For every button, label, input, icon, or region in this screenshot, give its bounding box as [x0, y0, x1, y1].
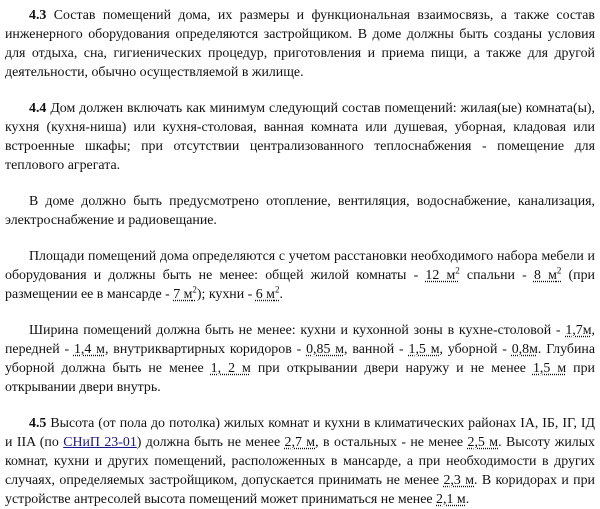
superscript: 2: [455, 265, 460, 276]
clause-number: 4.3: [29, 8, 47, 23]
clause-number: 4.4: [29, 101, 47, 116]
paragraph-text: Дом должен включать как минимум следующий состав помещений: жилая(ые) комната(ы), кухня (кухня-ниша) или кухня-столовая, ванная комната или душевая, уборная, кладовая или встроенные шкафы; при отсутствии централизованного теплоснабжения - помещение для теплового агрегата.: [5, 101, 595, 173]
text-segment: Площади помещений дома определяются с учетом расстановки необходимого набора мебели и оборудования и должны быть не менее: общей жилой комнаты -: [5, 249, 595, 283]
height-value: 2,7 м: [284, 435, 316, 450]
snip-link[interactable]: СНиП 23-01: [63, 435, 137, 450]
text-segment: (при размещении ее в мансарде -: [5, 268, 595, 302]
text-segment: , уборной -: [439, 342, 512, 357]
text-segment: , ванной -: [344, 342, 409, 357]
value-text: 6 м: [255, 287, 275, 302]
height-value: 2,1 м: [436, 492, 466, 507]
area-value: [533, 265, 562, 283]
text-segment: при открывании двери наружу и не менее: [250, 361, 533, 376]
paragraph-utilities: [5, 192, 595, 230]
text-segment: . Глубина уборной должна быть не менее: [5, 342, 595, 376]
depth-value: 1, 2 м: [210, 361, 251, 376]
width-value: 1,4 м: [73, 342, 105, 357]
superscript: 2: [192, 284, 197, 295]
depth-value: 1,5 м: [532, 361, 567, 376]
text-segment: , передней -: [5, 323, 595, 357]
text-segment: . В коридорах и при устройстве антресолей высота помещений может приниматься не менее: [5, 473, 595, 507]
text-segment: Ширина помещений должна быть не менее: кухни и кухонной зоны в кухне-столовой -: [29, 323, 566, 338]
text-segment: .: [465, 492, 470, 507]
paragraph-4-5: [5, 414, 595, 509]
area-value: [425, 265, 460, 283]
height-value: 2,3 м: [443, 473, 474, 488]
superscript: 2: [556, 265, 562, 276]
text-segment: спальни -: [459, 268, 534, 283]
paragraph-text: Состав помещений дома, их размеры и функциональная взаимосвязь, а также состав инженерного оборудования определяются застройщиком. В доме должны быть созданы условия для отдыха, сна, гигиенических процедур, приготовления и приема пищи, а также для другой деятельности, обычно осуществляемой в жилище.: [5, 8, 595, 80]
paragraph-4-4: [5, 99, 595, 175]
text-segment: .: [279, 287, 283, 302]
paragraph-room-widths: [5, 321, 595, 397]
width-value: 1,5 м: [408, 342, 440, 357]
paragraph-text: В доме должно быть предусмотрено отопление, вентиляция, водоснабжение, канализация, электроснабжение и радиовещание.: [5, 194, 595, 228]
paragraph-room-areas: [5, 247, 595, 304]
text-segment: Высота (от пола до потолка) жилых комнат и кухни в климатических районах IA, IБ, IГ, IД и IIA (по: [5, 416, 595, 450]
text-segment: ) должна быть не менее: [136, 435, 285, 450]
value-text: 8 м: [533, 268, 557, 283]
text-segment: , в остальных - не менее: [315, 435, 468, 450]
superscript: 2: [274, 284, 280, 295]
text-segment: . Высоту жилых комнат, кухни и других помещений, расположенных в мансарде, а при необходимости в других случаях, определяемых застройщиком, допускается принимать не менее: [5, 435, 595, 488]
width-value: 0,8м: [511, 342, 538, 357]
value-text: 12 м: [425, 268, 456, 283]
width-value: 0,85 м: [306, 342, 345, 357]
height-value: 2,5 м: [467, 435, 499, 450]
width-value: 1,7м: [565, 323, 592, 338]
area-value: [255, 284, 283, 302]
text-segment: ); кухни -: [196, 287, 256, 302]
text-segment: при открывании двери внутрь.: [5, 361, 595, 395]
value-text: 7 м: [173, 287, 193, 302]
paragraph-4-3: [5, 6, 595, 82]
text-segment: , внутриквартирных коридоров -: [104, 342, 307, 357]
clause-number: 4.5: [29, 416, 47, 431]
area-value: [173, 284, 197, 302]
